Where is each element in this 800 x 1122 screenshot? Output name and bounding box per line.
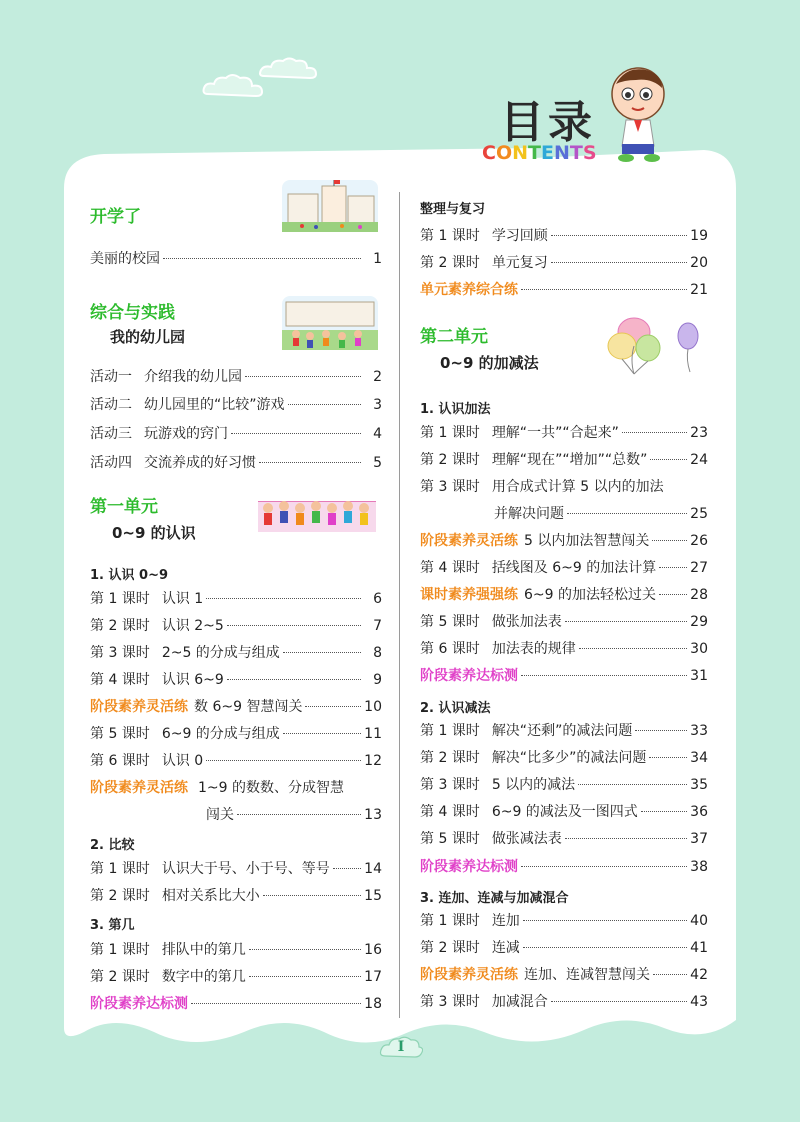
entry-title: 6~9 的加法轻松过关 <box>524 587 656 603</box>
subsection-heading: 3. 连加、连减与加减混合 <box>420 891 569 906</box>
entry-page: 17 <box>364 969 382 985</box>
dot-leader <box>521 675 687 676</box>
entry-title: 加减混合 <box>491 994 548 1010</box>
toc-entry-special[interactable] <box>420 856 708 878</box>
balloons-illustration <box>604 314 704 378</box>
entry-page: 14 <box>364 861 382 877</box>
dot-leader <box>653 974 687 975</box>
toc-entry-special[interactable] <box>420 584 708 606</box>
entry-title: 做张减法表 <box>491 831 562 847</box>
entry-title: 解决“比多少”的减法问题 <box>491 750 647 766</box>
dot-leader <box>521 866 687 867</box>
entry-label: 阶段素养灵活练 <box>90 699 188 715</box>
entry-page: 30 <box>690 641 708 657</box>
entry-title: 6~9 的分成与组成 <box>161 726 280 742</box>
toc-entry[interactable] <box>420 611 708 633</box>
entry-title: 数字中的第几 <box>161 969 246 985</box>
entry-page: 6 <box>373 591 382 607</box>
entry-label: 第 4 课时 <box>420 804 480 820</box>
entry-label: 第 3 课时 <box>420 777 480 793</box>
dot-leader <box>635 730 687 731</box>
subsection-heading: 2. 比较 <box>90 838 135 853</box>
entry-title: 玩游戏的窍门 <box>144 426 228 442</box>
entry-label: 第 5 课时 <box>420 831 480 847</box>
title-letter: T <box>528 142 541 164</box>
entry-label: 第 1 课时 <box>90 591 150 607</box>
children-illustration <box>258 496 376 536</box>
dot-leader <box>523 947 687 948</box>
entry-title: 理解“一共”“合起来” <box>491 425 619 441</box>
entry-page: 35 <box>690 777 708 793</box>
page-number: I <box>397 1039 405 1055</box>
entry-page: 21 <box>690 282 708 298</box>
entry-label: 阶段素养达标测 <box>90 996 188 1012</box>
toc-entry[interactable] <box>420 252 708 274</box>
entry-page: 19 <box>690 228 708 244</box>
toc-entry[interactable] <box>90 615 382 637</box>
entry-page: 15 <box>364 888 382 904</box>
entry-title: 解决“还剩”的减法问题 <box>491 723 633 739</box>
title-letter: N <box>512 142 529 164</box>
entry-page: 10 <box>364 699 382 715</box>
entry-title: 6~9 的减法及一图四式 <box>491 804 638 820</box>
toc-entry[interactable] <box>420 937 708 959</box>
dot-leader <box>288 404 361 405</box>
entry-label: 第 1 课时 <box>90 861 150 877</box>
entry-label: 第 2 课时 <box>420 255 480 271</box>
entry-page: 12 <box>364 753 382 769</box>
toc-entry[interactable] <box>420 774 708 796</box>
entry-page: 13 <box>364 807 382 823</box>
entry-title-cont: 并解决问题 <box>494 506 564 522</box>
entry-title: 5 以内的减法 <box>491 777 576 793</box>
toc-entry[interactable] <box>90 939 382 961</box>
entry-label: 第 2 课时 <box>420 452 480 468</box>
dot-leader <box>249 976 361 977</box>
title-letter: N <box>553 142 570 164</box>
toc-entry-special[interactable] <box>420 665 708 687</box>
entry-label: 第 1 课时 <box>420 228 480 244</box>
entry-page: 29 <box>690 614 708 630</box>
entry-label: 第 1 课时 <box>90 942 150 958</box>
title-chinese: 目录 <box>500 97 596 148</box>
school-illustration <box>282 180 378 232</box>
dot-leader <box>206 760 361 761</box>
dot-leader <box>641 811 687 812</box>
toc-entry[interactable] <box>420 225 708 247</box>
entry-title: 加法表的规律 <box>491 641 576 657</box>
toc-entry[interactable] <box>90 452 382 474</box>
entry-page: 41 <box>690 940 708 956</box>
section-subtitle: 我的幼儿园 <box>110 328 186 346</box>
kindergarten-illustration <box>282 296 378 350</box>
dot-leader <box>650 459 687 460</box>
entry-label: 阶段素养灵活练 <box>420 533 518 549</box>
entry-label: 第 3 课时 <box>90 645 150 661</box>
entry-label: 活动四 <box>90 455 132 471</box>
dot-leader <box>227 679 361 680</box>
entry-label: 第 1 课时 <box>420 425 480 441</box>
dot-leader <box>551 262 687 263</box>
entry-page: 11 <box>364 726 382 742</box>
entry-title: 排队中的第几 <box>161 942 246 958</box>
dot-leader <box>565 838 687 839</box>
toc-entry[interactable] <box>90 248 382 270</box>
entry-page: 43 <box>690 994 708 1010</box>
dot-leader <box>283 733 361 734</box>
toc-entry-special[interactable] <box>90 993 382 1015</box>
toc-entry[interactable] <box>420 801 708 823</box>
entry-page: 33 <box>690 723 708 739</box>
dot-leader <box>191 1003 361 1004</box>
entry-page: 31 <box>690 668 708 684</box>
entry-page: 38 <box>690 859 708 875</box>
entry-page: 23 <box>690 425 708 441</box>
entry-title: 单元复习 <box>491 255 548 271</box>
dot-leader <box>249 949 361 950</box>
entry-page: 20 <box>690 255 708 271</box>
entry-label: 第 6 课时 <box>90 753 150 769</box>
entry-page: 37 <box>690 831 708 847</box>
toc-entry[interactable] <box>420 991 708 1013</box>
entry-label: 第 6 课时 <box>420 641 480 657</box>
toc-entry-special[interactable] <box>420 530 708 552</box>
toc-entry[interactable] <box>90 858 382 880</box>
mascot-boy-illustration <box>606 64 672 164</box>
entry-label: 第 3 课时 <box>420 994 480 1010</box>
cloud-decoration <box>258 56 322 82</box>
entry-label: 第 1 课时 <box>420 723 480 739</box>
entry-title: 介绍我的幼儿园 <box>144 369 242 385</box>
toc-entry[interactable] <box>420 910 708 932</box>
entry-title: 连加 <box>491 913 520 929</box>
entry-title: 1~9 的数数、分成智慧 <box>198 780 344 796</box>
entry-page: 18 <box>364 996 382 1012</box>
column-divider <box>399 192 400 1018</box>
dot-leader <box>622 432 687 433</box>
dot-leader <box>521 289 687 290</box>
dot-leader <box>652 540 687 541</box>
entry-label: 活动三 <box>90 426 132 442</box>
entry-title: 交流养成的好习惯 <box>144 455 256 471</box>
entry-label: 阶段素养达标测 <box>420 859 518 875</box>
entry-label: 第 2 课时 <box>90 618 150 634</box>
title-letter: S <box>582 142 597 164</box>
entry-page: 4 <box>373 426 382 442</box>
section-subtitle: 0~9 的加减法 <box>440 354 539 372</box>
toc-entry[interactable] <box>420 476 664 498</box>
entry-page: 26 <box>690 533 708 549</box>
dot-leader <box>263 895 361 896</box>
subsection-heading: 3. 第几 <box>90 918 135 933</box>
entry-page: 24 <box>690 452 708 468</box>
toc-entry[interactable] <box>90 750 382 772</box>
entry-page: 27 <box>690 560 708 576</box>
toc-entry[interactable] <box>420 747 708 769</box>
toc-entry[interactable] <box>90 588 382 610</box>
toc-entry[interactable] <box>90 423 382 445</box>
dot-leader <box>305 706 361 707</box>
dot-leader <box>245 376 361 377</box>
entry-label: 第 1 课时 <box>420 913 480 929</box>
entry-label: 活动二 <box>90 397 132 413</box>
toc-entry-special[interactable] <box>420 964 708 986</box>
dot-leader <box>649 757 687 758</box>
entry-label: 第 2 课时 <box>90 888 150 904</box>
dot-leader <box>579 648 687 649</box>
entry-title: 认识 1 <box>161 591 204 607</box>
entry-page: 2 <box>373 369 382 385</box>
subsection-heading: 整理与复习 <box>420 202 486 217</box>
toc-entry[interactable] <box>90 966 382 988</box>
entry-page: 25 <box>690 506 708 522</box>
title-english <box>482 142 597 164</box>
entry-title: 2~5 的分成与组成 <box>161 645 280 661</box>
toc-entry[interactable] <box>90 366 382 388</box>
toc-entry-special[interactable] <box>90 696 382 718</box>
entry-page: 5 <box>373 455 382 471</box>
entry-title: 幼儿园里的“比较”游戏 <box>144 397 285 413</box>
dot-leader <box>567 513 687 514</box>
entry-page: 40 <box>690 913 708 929</box>
entry-label: 第 2 课时 <box>420 940 480 956</box>
entry-label: 第 5 课时 <box>420 614 480 630</box>
section-title-unit1: 第一单元 <box>90 497 158 517</box>
entry-page: 34 <box>690 750 708 766</box>
entry-title: 相对关系比大小 <box>161 888 260 904</box>
entry-page: 16 <box>364 942 382 958</box>
entry-label: 第 4 课时 <box>420 560 480 576</box>
entry-title-cont: 闯关 <box>206 807 234 823</box>
entry-page: 8 <box>373 645 382 661</box>
entry-title: 括线图及 6~9 的加法计算 <box>491 560 657 576</box>
toc-entry[interactable] <box>90 669 382 691</box>
title-letter: O <box>495 142 513 164</box>
entry-title: 数 6~9 智慧闯关 <box>194 699 303 715</box>
entry-page: 42 <box>690 967 708 983</box>
toc-entry-continuation[interactable] <box>206 804 382 826</box>
entry-title: 连加、连减智慧闯关 <box>524 967 650 983</box>
dot-leader <box>163 258 361 259</box>
entry-title: 认识 0 <box>161 753 204 769</box>
entry-label: 活动一 <box>90 369 132 385</box>
entry-label: 第 5 课时 <box>90 726 150 742</box>
entry-title: 认识 6~9 <box>161 672 224 688</box>
toc-entry-continuation[interactable] <box>494 503 708 525</box>
title-letter: C <box>482 142 496 164</box>
title-letter: E <box>540 142 554 164</box>
toc-entry[interactable] <box>420 828 708 850</box>
dot-leader <box>659 594 687 595</box>
dot-leader <box>659 567 687 568</box>
entry-title: 5 以内加法智慧闯关 <box>524 533 650 549</box>
dot-leader <box>237 814 361 815</box>
entry-page: 7 <box>373 618 382 634</box>
toc-entry[interactable] <box>90 723 382 745</box>
toc-entry[interactable] <box>90 394 382 416</box>
entry-title: 做张加法表 <box>491 614 562 630</box>
page-number-badge <box>379 1036 423 1060</box>
entry-title: 连减 <box>491 940 520 956</box>
entry-title: 学习回顾 <box>491 228 548 244</box>
entry-page: 36 <box>690 804 708 820</box>
dot-leader <box>206 598 361 599</box>
entry-title: 用合成式计算 5 以内的加法 <box>491 479 664 495</box>
dot-leader <box>551 235 687 236</box>
entry-title: 美丽的校园 <box>90 251 160 267</box>
toc-entry-special[interactable] <box>90 777 344 799</box>
section-title-unit2: 第二单元 <box>420 327 488 347</box>
contents-title <box>478 84 618 174</box>
subsection-heading: 2. 认识减法 <box>420 701 491 716</box>
toc-entry[interactable] <box>90 642 382 664</box>
entry-title: 认识大于号、小于号、等号 <box>161 861 330 877</box>
subsection-heading: 1. 认识 0~9 <box>90 568 169 583</box>
toc-entry[interactable] <box>90 885 382 907</box>
entry-title: 认识 2~5 <box>161 618 224 634</box>
section-title-kaixuele: 开学了 <box>90 207 141 227</box>
entry-page: 28 <box>690 587 708 603</box>
entry-label: 第 4 课时 <box>90 672 150 688</box>
entry-label: 第 2 课时 <box>90 969 150 985</box>
section-subtitle: 0~9 的认识 <box>112 524 196 542</box>
toc-entry[interactable] <box>420 449 708 471</box>
toc-entry-special[interactable] <box>420 279 708 301</box>
entry-label: 阶段素养达标测 <box>420 668 518 684</box>
dot-leader <box>551 1001 687 1002</box>
entry-title: 理解“现在”“增加”“总数” <box>491 452 648 468</box>
entry-page: 3 <box>373 397 382 413</box>
toc-entry[interactable] <box>420 638 708 660</box>
entry-label: 阶段素养灵活练 <box>90 780 188 796</box>
toc-entry[interactable] <box>420 422 708 444</box>
section-title-zonghe: 综合与实践 <box>90 303 175 323</box>
entry-label: 第 3 课时 <box>420 479 480 495</box>
dot-leader <box>227 625 361 626</box>
dot-leader <box>333 868 361 869</box>
entry-label: 阶段素养灵活练 <box>420 967 518 983</box>
entry-page: 1 <box>373 251 382 267</box>
dot-leader <box>231 433 361 434</box>
entry-label: 单元素养综合练 <box>420 282 518 298</box>
dot-leader <box>523 920 687 921</box>
dot-leader <box>578 784 687 785</box>
entry-page: 9 <box>373 672 382 688</box>
subsection-heading: 1. 认识加法 <box>420 402 491 417</box>
entry-label: 第 2 课时 <box>420 750 480 766</box>
dot-leader <box>565 621 687 622</box>
toc-entry[interactable] <box>420 720 708 742</box>
dot-leader <box>283 652 361 653</box>
toc-entry[interactable] <box>420 557 708 579</box>
dot-leader <box>259 462 361 463</box>
entry-label: 课时素养强强练 <box>420 587 518 603</box>
title-letter: T <box>569 142 583 164</box>
